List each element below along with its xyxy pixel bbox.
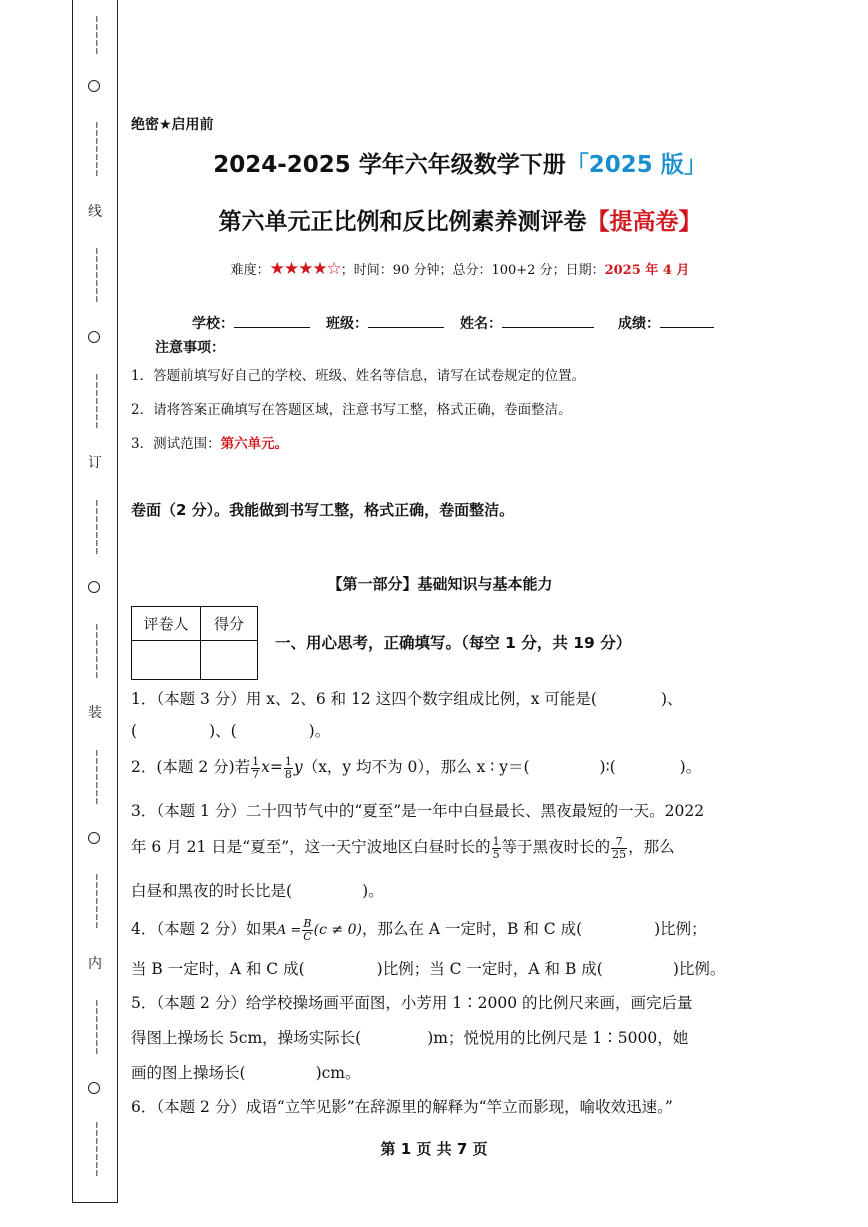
fraction-numerator: 1 bbox=[252, 754, 260, 768]
question-3-line-1: 3．（本题 1 分）二十四节气中的“夏至”是一年中白昼最长、黑夜最短的一天。2022 bbox=[131, 802, 705, 820]
q2-text: )∶( bbox=[599, 758, 616, 776]
fraction-denominator: 8 bbox=[284, 767, 292, 781]
question-5-line-1: 5．（本题 2 分）给学校操场画平面图，小芳用 1∶2000 的比例尺来画，画完后量 bbox=[131, 994, 693, 1012]
school-blank[interactable] bbox=[234, 313, 310, 328]
question-6-line-1: 6．（本题 2 分）成语“立竿见影”在辞源里的解释为“竿立而影现，喻收效迅速。” bbox=[131, 1098, 673, 1116]
question-4-line-1 bbox=[131, 917, 707, 943]
fraction-denominator: 7 bbox=[252, 767, 260, 781]
binding-char-line: 线 bbox=[88, 204, 102, 220]
variable-x: x bbox=[261, 758, 270, 776]
binding-dots: ………………… bbox=[93, 623, 104, 681]
question-3-line-2 bbox=[131, 835, 675, 861]
q1-text: 1．（本题 3 分）用 x、2、6 和 12 这四个数字组成比例，x 可能是( bbox=[131, 690, 597, 708]
q4-text: ，那么在 A 一定时，B 和 C 成( bbox=[361, 920, 583, 938]
student-info-fields bbox=[192, 313, 714, 333]
binding-dots: ………………… bbox=[93, 873, 104, 931]
question-3-line-3 bbox=[131, 879, 384, 901]
binding-char-inner: 内 bbox=[88, 956, 102, 972]
q3-text: 白昼和黑夜的时长比是( bbox=[131, 882, 293, 900]
question-4-line-2 bbox=[131, 957, 725, 979]
title-main: 2024-2025 学年六年级数学下册 bbox=[213, 152, 566, 178]
section-1-title: 一、用心思考，正确填写。（每空 1 分，共 19 分） bbox=[275, 634, 632, 652]
score-blank[interactable] bbox=[660, 313, 714, 328]
grader-header: 评卷人 bbox=[132, 607, 201, 641]
q3-text: )。 bbox=[362, 882, 384, 900]
title-line-1 bbox=[130, 146, 790, 179]
q3-text: 等于黑夜时长的 bbox=[501, 838, 611, 856]
fraction bbox=[611, 836, 627, 861]
fraction bbox=[302, 918, 312, 943]
school-label: 学校： bbox=[192, 316, 234, 332]
binding-char-order: 订 bbox=[88, 455, 102, 471]
meta-text: ；时间：90 分钟；总分：100+2 分；日期： bbox=[340, 263, 605, 278]
q5-text: )cm。 bbox=[315, 1064, 361, 1082]
question-2 bbox=[131, 755, 701, 781]
fraction-denominator: 5 bbox=[492, 847, 500, 861]
equals-sign: = bbox=[269, 758, 283, 776]
title-tag: 【提高卷】 bbox=[586, 209, 702, 235]
formula-lhs: A = bbox=[276, 923, 302, 938]
notice-item-3 bbox=[131, 432, 288, 452]
formula-condition: (c ≠ 0) bbox=[313, 922, 362, 938]
difficulty-stars: ★★★★☆ bbox=[269, 259, 341, 279]
binding-char-bind: 装 bbox=[88, 705, 102, 721]
q2-text: 2．(本题 2 分)若 bbox=[131, 758, 251, 776]
neatness-note: 卷面（2 分）。我能做到书写工整，格式正确，卷面整洁。 bbox=[131, 501, 515, 519]
binding-circle bbox=[88, 80, 100, 92]
page-footer: 第 1 页 共 7 页 bbox=[380, 1140, 488, 1158]
notice-item-3-prefix: 3．测试范围： bbox=[131, 436, 221, 452]
exam-meta bbox=[130, 259, 790, 279]
name-blank[interactable] bbox=[502, 313, 594, 328]
q5-text: 得图上操场长 5cm，操场实际长( bbox=[131, 1029, 362, 1047]
binding-circle bbox=[88, 832, 100, 844]
binding-dots: ………………… bbox=[93, 749, 104, 807]
q4-text: 4．（本题 2 分）如果 bbox=[131, 920, 277, 938]
score-header: 得分 bbox=[201, 607, 258, 641]
class-blank[interactable] bbox=[368, 313, 444, 328]
q4-text: )比例。 bbox=[672, 960, 726, 978]
name-label: 姓名： bbox=[460, 316, 502, 332]
q1-text: ( bbox=[131, 722, 138, 740]
q3-text: ，那么 bbox=[628, 838, 675, 856]
score-label: 成绩： bbox=[618, 316, 660, 332]
notice-item-3-value: 第六单元。 bbox=[220, 436, 289, 452]
q3-text: 年 6 月 21 日是“夏至”，这一天宁波地区白昼时长的 bbox=[131, 838, 491, 856]
question-1-line-2 bbox=[131, 719, 330, 741]
class-label: 班级： bbox=[326, 316, 368, 332]
binding-circle bbox=[88, 331, 100, 343]
binding-dots: ………………… bbox=[93, 247, 104, 305]
binding-dots: …………… bbox=[93, 15, 104, 57]
binding-circle bbox=[88, 1082, 100, 1094]
secret-label: 绝密★启用前 bbox=[131, 117, 214, 133]
q2-text: )。 bbox=[679, 758, 702, 776]
q4-text: )比例； bbox=[654, 920, 707, 938]
title-line-2 bbox=[130, 203, 790, 236]
q1-text: )、 bbox=[660, 690, 683, 708]
variable-y: y bbox=[293, 758, 303, 776]
title-version: 「2025 版」 bbox=[565, 152, 707, 178]
grader-cell[interactable] bbox=[132, 641, 201, 680]
question-5-line-2 bbox=[131, 1026, 688, 1048]
fraction bbox=[284, 756, 293, 781]
question-1-line-1 bbox=[131, 687, 683, 709]
fraction-numerator: 1 bbox=[284, 754, 292, 768]
q5-text: 画的图上操场长( bbox=[131, 1064, 246, 1082]
binding-dots: ………………… bbox=[93, 373, 104, 431]
fraction bbox=[251, 756, 260, 781]
q2-text: （x，y 均不为 0），那么 x ∶ y＝( bbox=[302, 758, 530, 776]
notice-heading: 注意事项： bbox=[155, 340, 225, 356]
q4-text: )比例；当 C 一定时，A 和 B 成( bbox=[376, 960, 603, 978]
notice-item-1: 1．答题前填写好自己的学校、班级、姓名等信息，请写在试卷规定的位置。 bbox=[131, 368, 586, 384]
q5-text: )m；悦悦用的比例尺是 1∶5000，她 bbox=[427, 1029, 689, 1047]
part-1-title: 【第一部分】基础知识与基本能力 bbox=[327, 575, 553, 593]
title-subject: 第六单元正比例和反比例素养测评卷 bbox=[218, 209, 587, 235]
score-table bbox=[131, 606, 258, 680]
fraction-denominator: 25 bbox=[612, 847, 627, 861]
q1-text: )。 bbox=[308, 722, 331, 740]
binding-dots: ………………… bbox=[93, 999, 104, 1057]
binding-circle bbox=[88, 581, 100, 593]
notice-item-2: 2．请将答案正确填写在答题区域，注意书写工整，格式正确，卷面整洁。 bbox=[131, 402, 572, 418]
q1-text: )、( bbox=[209, 722, 237, 740]
q4-text: 当 B 一定时，A 和 C 成( bbox=[131, 960, 305, 978]
question-5-line-3 bbox=[131, 1061, 361, 1083]
exam-date: 2025 年 4 月 bbox=[604, 263, 690, 278]
fraction-numerator: B bbox=[303, 916, 312, 930]
fraction-denominator: C bbox=[303, 929, 312, 943]
binding-dots: ………………… bbox=[93, 121, 104, 179]
difficulty-label: 难度： bbox=[230, 263, 270, 278]
binding-dots: ………………… bbox=[93, 499, 104, 557]
binding-dots: ………………… bbox=[93, 1121, 104, 1179]
fraction-numerator: 1 bbox=[492, 834, 500, 848]
fraction-numerator: 7 bbox=[611, 836, 627, 849]
score-cell[interactable] bbox=[201, 641, 258, 680]
fraction bbox=[492, 836, 501, 861]
